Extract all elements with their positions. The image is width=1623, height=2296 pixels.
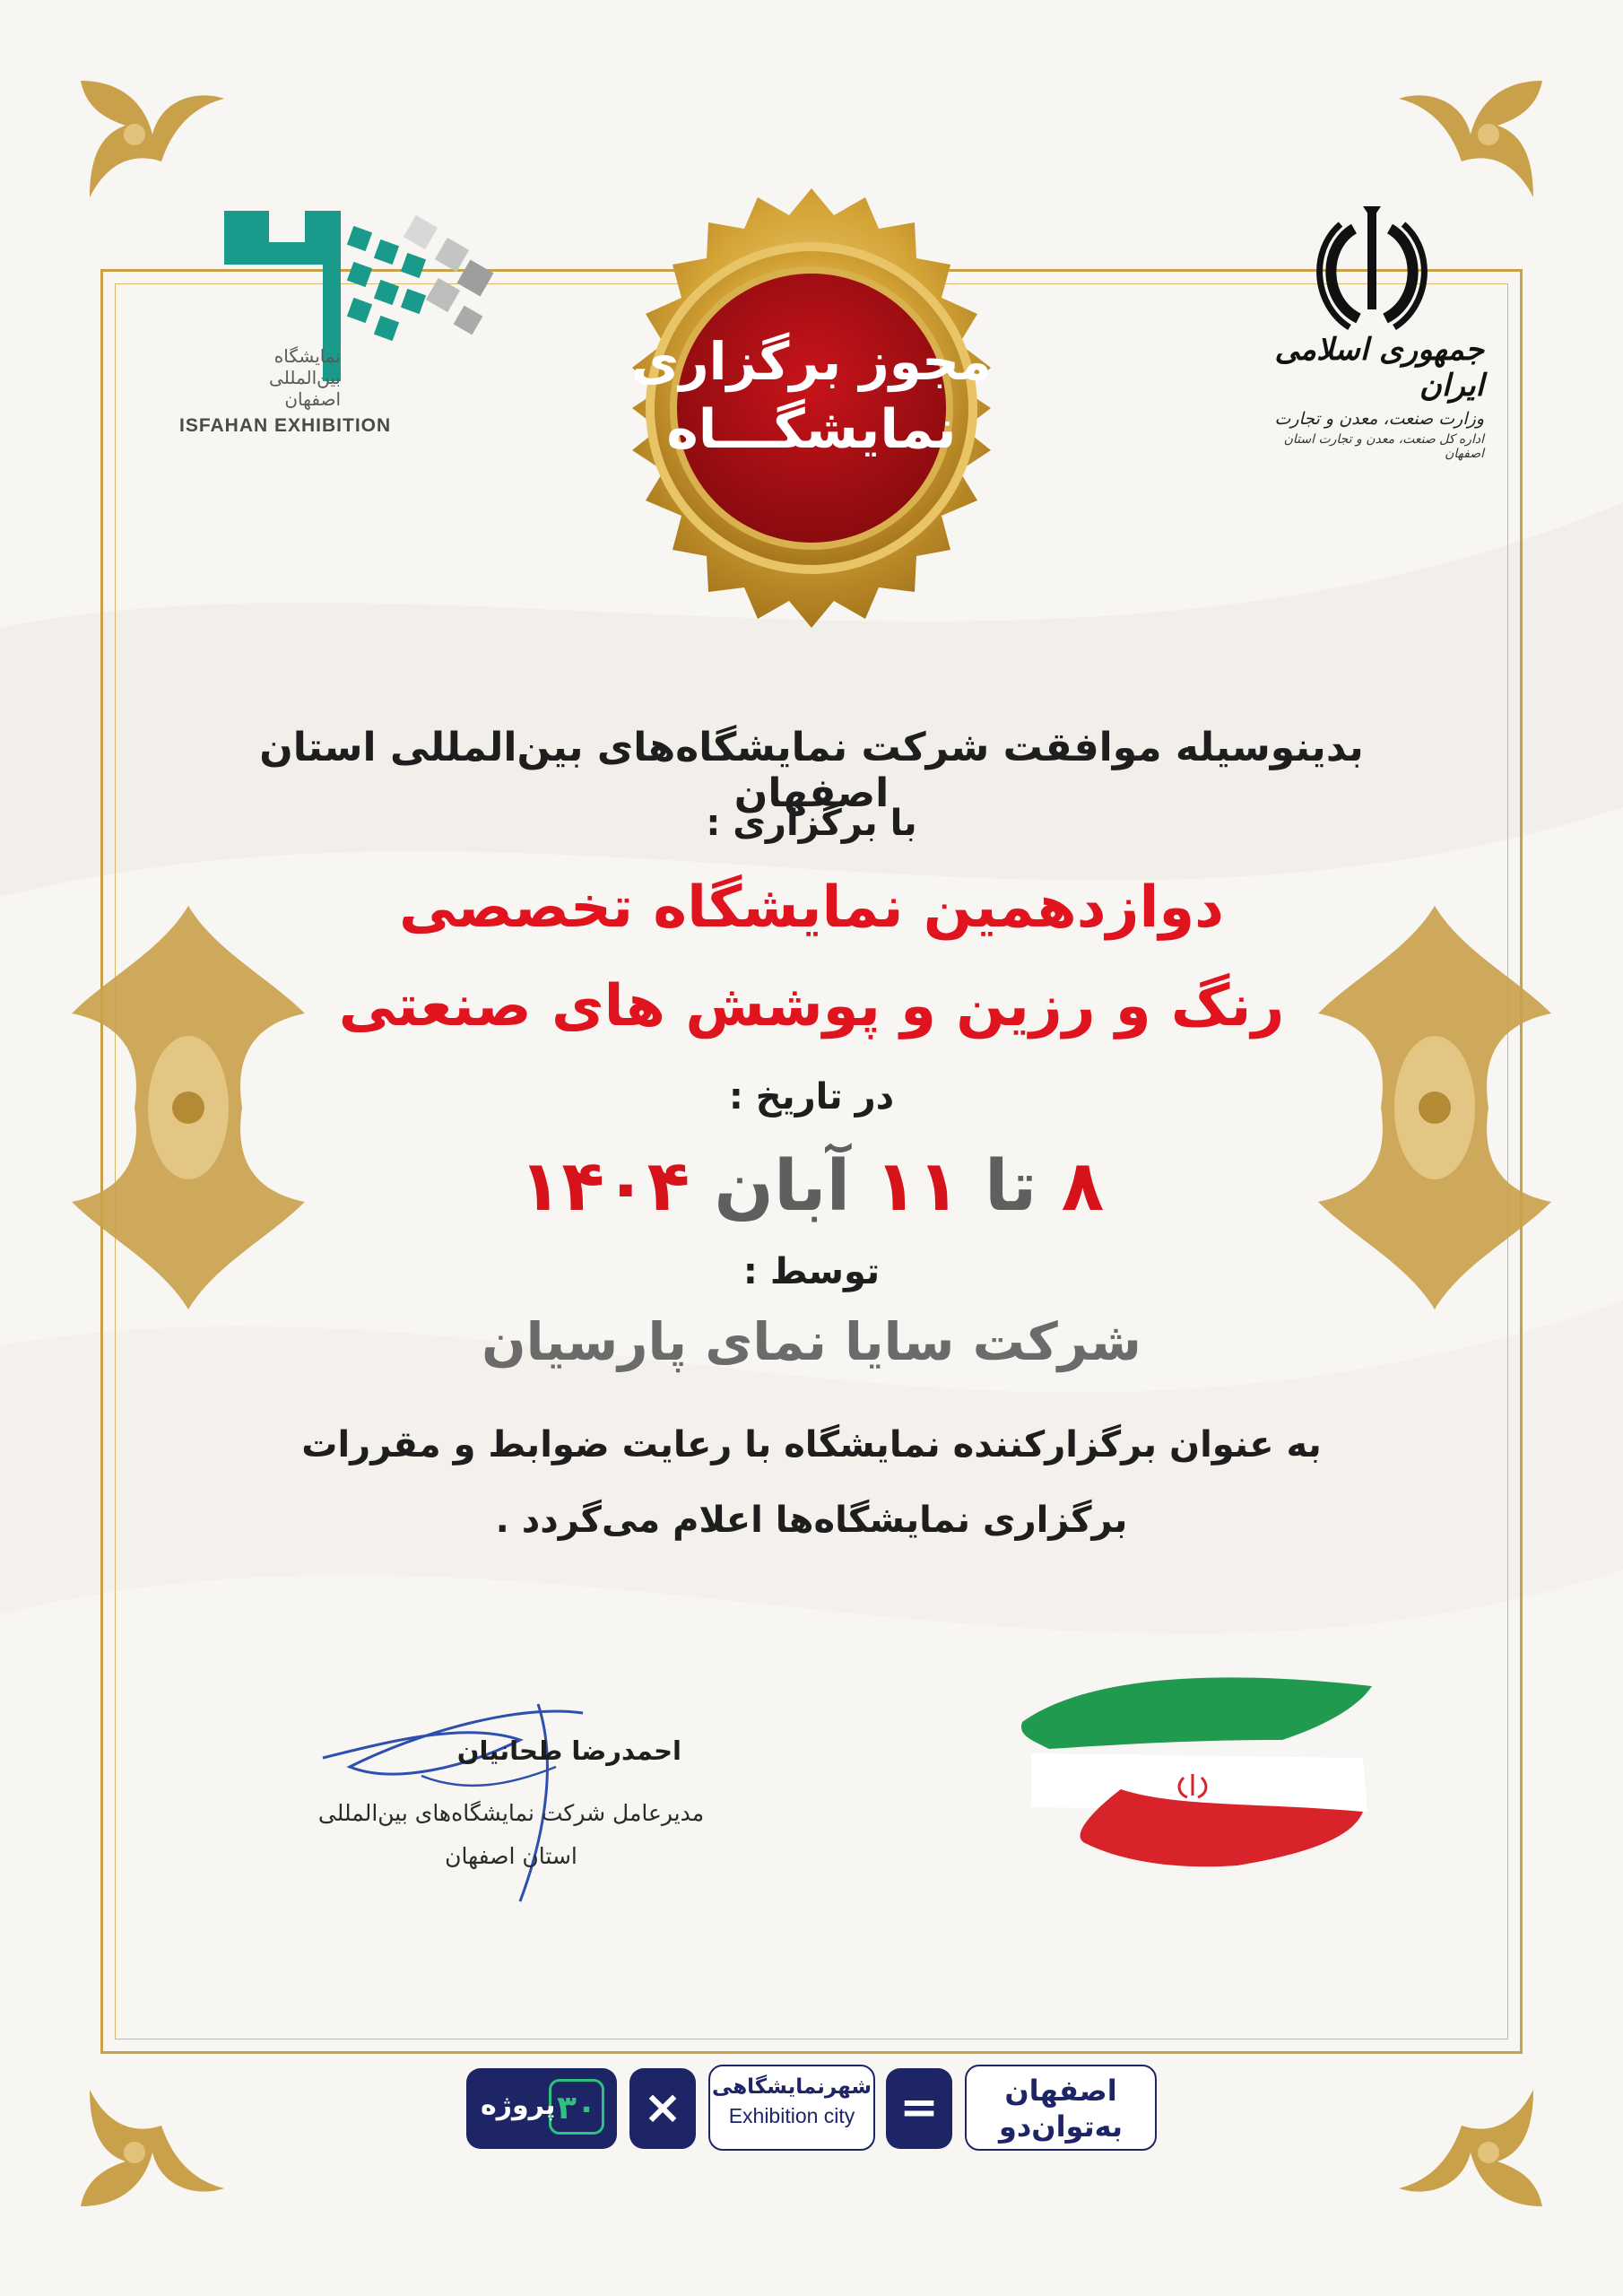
signatory-title-line1: مدیرعامل شرکت نمایشگاه‌های بین‌المللی <box>317 1800 705 1826</box>
isfahan-squared-badge <box>965 2065 1157 2151</box>
intro-text: بدینوسیله موافقت شرکت نمایشگاه‌های بین‌المللی استان اصفهان <box>259 725 1364 816</box>
isfahan-squared-line1: اصفهان <box>1004 2074 1117 2108</box>
by-label: توسط : <box>742 1251 881 1292</box>
exhibition-title-line1: دوازدهمین نمایشگاه تخصصی <box>399 874 1224 941</box>
isfahan-squared-line2: به‌توان‌دو <box>998 2109 1124 2144</box>
isfahan-exhibition-logo <box>161 202 502 444</box>
logo-text-line1: نمایشگاه <box>273 345 341 367</box>
project-number: ۳۰ <box>549 2079 604 2135</box>
equals-icon: = <box>886 2068 952 2149</box>
logo-text-line3: اصفهان <box>284 388 341 410</box>
signatory-title <box>269 1792 753 1878</box>
times-icon: × <box>629 2068 696 2149</box>
corner-ornament-bottom-left <box>63 2045 242 2224</box>
ministry-header <box>1255 332 1484 461</box>
ministry-line1: جمهوری اسلامی ایران <box>1274 332 1484 404</box>
seal-title-line2: نمایشگـــاه <box>666 398 957 461</box>
signatory-title-line2: استان اصفهان <box>445 1843 577 1869</box>
closing-line2: برگزاری نمایشگاه‌ها اعلام می‌گردد . <box>495 1500 1128 1541</box>
date-label: در تاریخ : <box>728 1076 895 1118</box>
exhibition-city-fa: شهرنمایشگاهی <box>711 2075 872 2099</box>
footer-badges <box>466 2063 1157 2149</box>
signatory-name: احمدرضا طحانیان <box>456 1735 681 1766</box>
ministry-line3: اداره کل صنعت، معدن و تجارت استان اصفهان <box>1283 432 1484 461</box>
date-start: ۸ <box>1061 1146 1105 1227</box>
seal-title-line1: مجوز برگزاری <box>631 331 992 392</box>
date-month: آبان <box>714 1146 851 1227</box>
exhibition-title-line2: رنگ و رزین و پوشش های صنعتی <box>338 973 1285 1039</box>
closing-line1: به عنوان برگزارکننده نمایشگاه با رعایت ضوابط و مقررات <box>301 1424 1322 1465</box>
exhibition-city-badge <box>708 2065 875 2151</box>
exhibition-city-en: Exhibition city <box>728 2104 855 2127</box>
logo-english-text: ISFAHAN EXHIBITION <box>179 415 392 436</box>
iran-emblem-icon <box>1305 202 1439 336</box>
iran-flag-icon <box>1013 1659 1381 1892</box>
project-30-badge <box>466 2068 617 2149</box>
project-word: پروژه <box>481 2090 556 2121</box>
logo-persian-text <box>206 345 341 410</box>
date-to: تا <box>984 1146 1037 1227</box>
corner-ornament-bottom-right <box>1381 2045 1560 2224</box>
organizer-company: شرکت سایا نمای پارسیان <box>482 1311 1141 1372</box>
date-end: ۱۱ <box>874 1146 960 1227</box>
logo-text-line2: بین‌المللی <box>269 367 341 388</box>
ministry-line2: وزارت صنعت، معدن و تجارت <box>1274 409 1484 429</box>
seal-title <box>583 327 1040 464</box>
holding-label: با برگزاری : <box>706 803 917 844</box>
exhibition-date <box>179 1146 1444 1227</box>
date-year: ۱۴۰۴ <box>518 1146 690 1227</box>
